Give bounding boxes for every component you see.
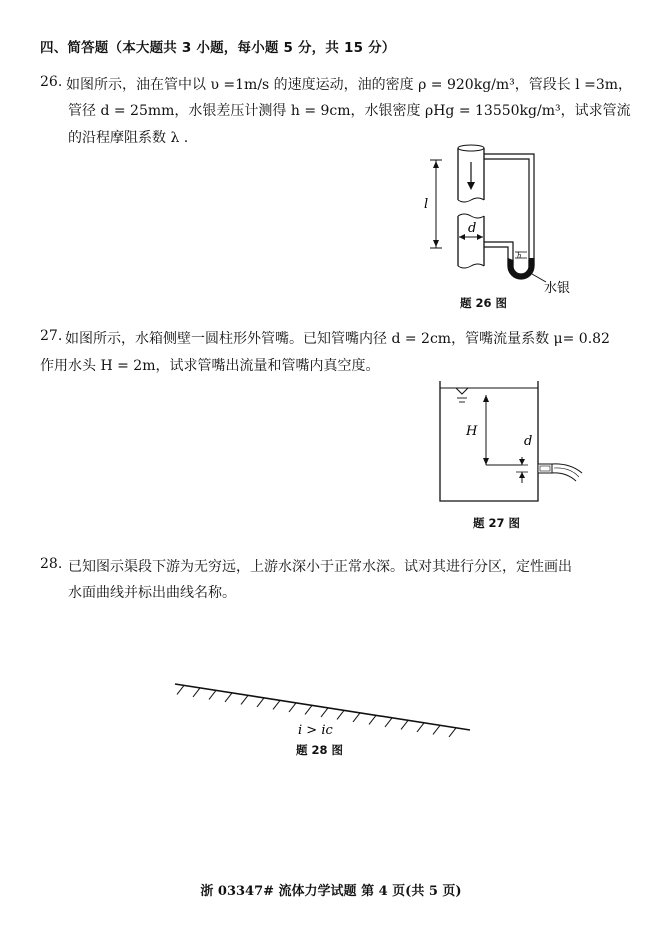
fig26-label-d: d	[468, 221, 477, 236]
page-footer: 浙 03347# 流体力学试题 第 4 页(共 5 页)	[200, 884, 462, 899]
figure-27	[430, 375, 600, 510]
q27-number: 27.	[40, 328, 63, 344]
fig28-label-slope: i > ic	[298, 723, 333, 738]
q26-number: 26.	[40, 74, 63, 90]
q26-text-line2: 管径 d = 25mm，水银差压计测得 h = 9cm，水银密度 ρHg = 13550kg/m³，试求管流	[68, 103, 631, 119]
figure-28	[170, 672, 480, 742]
q26-text-line1: 如图所示，油在管中以 υ =1m/s 的速度运动，油的密度 ρ = 920kg/m³，管段长 l =3m，	[66, 77, 633, 93]
fig27-label-d: d	[524, 434, 533, 449]
q28-number: 28.	[40, 556, 63, 572]
q26-text-line3: 的沿程摩阻系数 λ .	[68, 130, 189, 146]
fig26-label-mercury: 水银	[544, 281, 571, 296]
fig27-caption: 题 27 图	[473, 516, 521, 530]
fig28-caption: 题 28 图	[296, 743, 344, 757]
figure-26	[420, 140, 590, 300]
q28-text-line2: 水面曲线并标出曲线名称。	[68, 585, 236, 601]
fig26-label-l: l	[424, 197, 429, 212]
section-heading: 四、简答题（本大题共 3 小题，每小题 5 分，共 15 分）	[40, 40, 396, 56]
q27-text-line1: 如图所示，水箱侧壁一圆柱形外管嘴。已知管嘴内径 d = 2cm，管嘴流量系数 μ= 0.82	[65, 331, 610, 347]
q28-text-line1: 已知图示渠段下游为无穷远，上游水深小于正常水深。试对其进行分区，定性画出	[68, 559, 572, 575]
q27-text-line2: 作用水头 H = 2m，试求管嘴出流量和管嘴内真空度。	[40, 358, 380, 374]
fig26-label-h: h	[517, 252, 522, 260]
fig26-caption: 题 26 图	[460, 296, 508, 310]
fig27-label-H: H	[466, 424, 478, 439]
